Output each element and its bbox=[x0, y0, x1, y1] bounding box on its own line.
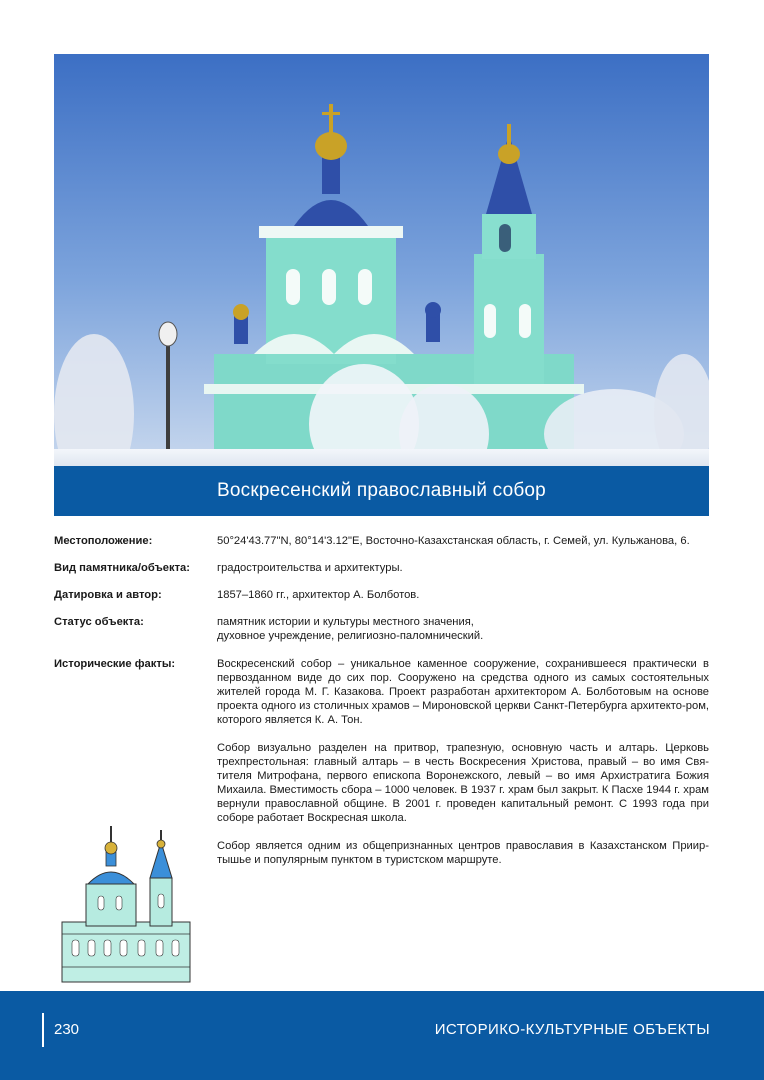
info-table bbox=[54, 534, 714, 867]
field-label: Исторические факты: bbox=[54, 658, 176, 670]
history-paragraph: Собор является одним из общепризнанных центров православия в Казахстанском Приир-тышье и популярным пунктом в туристском маршруте. bbox=[217, 840, 709, 866]
field-status bbox=[54, 615, 714, 657]
section-title: ИСТОРИКО-КУЛЬТУРНЫЕ ОБЪЕКТЫ bbox=[434, 1021, 710, 1038]
cathedral-sketch bbox=[58, 822, 194, 990]
status-line: памятник истории и культуры местного значения, bbox=[217, 616, 474, 628]
field-value bbox=[217, 657, 709, 867]
cathedral-photo bbox=[54, 54, 709, 466]
field-monument-type bbox=[54, 561, 714, 588]
field-value bbox=[217, 615, 709, 643]
title-banner bbox=[54, 466, 709, 516]
field-label: Статус объекта: bbox=[54, 616, 144, 628]
history-paragraph: Собор визуально разделен на притвор, трапезную, основную часть и алтарь. Церковь трехпрестольная: главный алтарь – в честь Воскресения Христова, правый – во имя Свя-тителя Митрофана, первого епископа Воронежского, левый – во имя Архистратига Божия Михаила. Вместимость сбора – 1000 человек. В 1937 г. храм был закрыт. К Пасхе 1944 г. храм вернули православной общине. В 2001 г. проведен капитальный ремонт. С 1993 года при соборе работает Воскресная школа. bbox=[217, 742, 709, 824]
status-line: духовное учреждение, религиозно-паломнический. bbox=[217, 630, 484, 642]
history-paragraph: Воскресенский собор – уникальное каменное сооружение, сохранившееся практически в первозданном виде до сих пор. Сооружено на средства одного из самых состоятельных жителей города М. Г. Казакова. Проект разработан архитектором А. Болботовым на основе проекта одного из столичных храмов – Мироновской церкви Санкт-Петербурга архитекто-ром, которого является К. А. Тон. bbox=[217, 658, 709, 726]
field-value: 50°24'43.77"N, 80°14'3.12"E, Восточно-Казахстанская область, г. Семей, ул. Кульжанова, 6. bbox=[217, 535, 690, 547]
field-dating bbox=[54, 588, 714, 615]
page-title: Воскресенский православный собор bbox=[217, 480, 546, 501]
footer-divider bbox=[42, 1013, 44, 1047]
field-label: Датировка и автор: bbox=[54, 589, 162, 601]
page-number: 230 bbox=[54, 1021, 80, 1038]
field-value: градостроительства и архитектуры. bbox=[217, 562, 403, 574]
field-label: Вид памятника/объекта: bbox=[54, 562, 190, 574]
field-location bbox=[54, 534, 714, 561]
page-footer bbox=[0, 991, 764, 1080]
field-value: 1857–1860 гг., архитектор А. Болботов. bbox=[217, 589, 420, 601]
field-label: Местоположение: bbox=[54, 535, 153, 547]
